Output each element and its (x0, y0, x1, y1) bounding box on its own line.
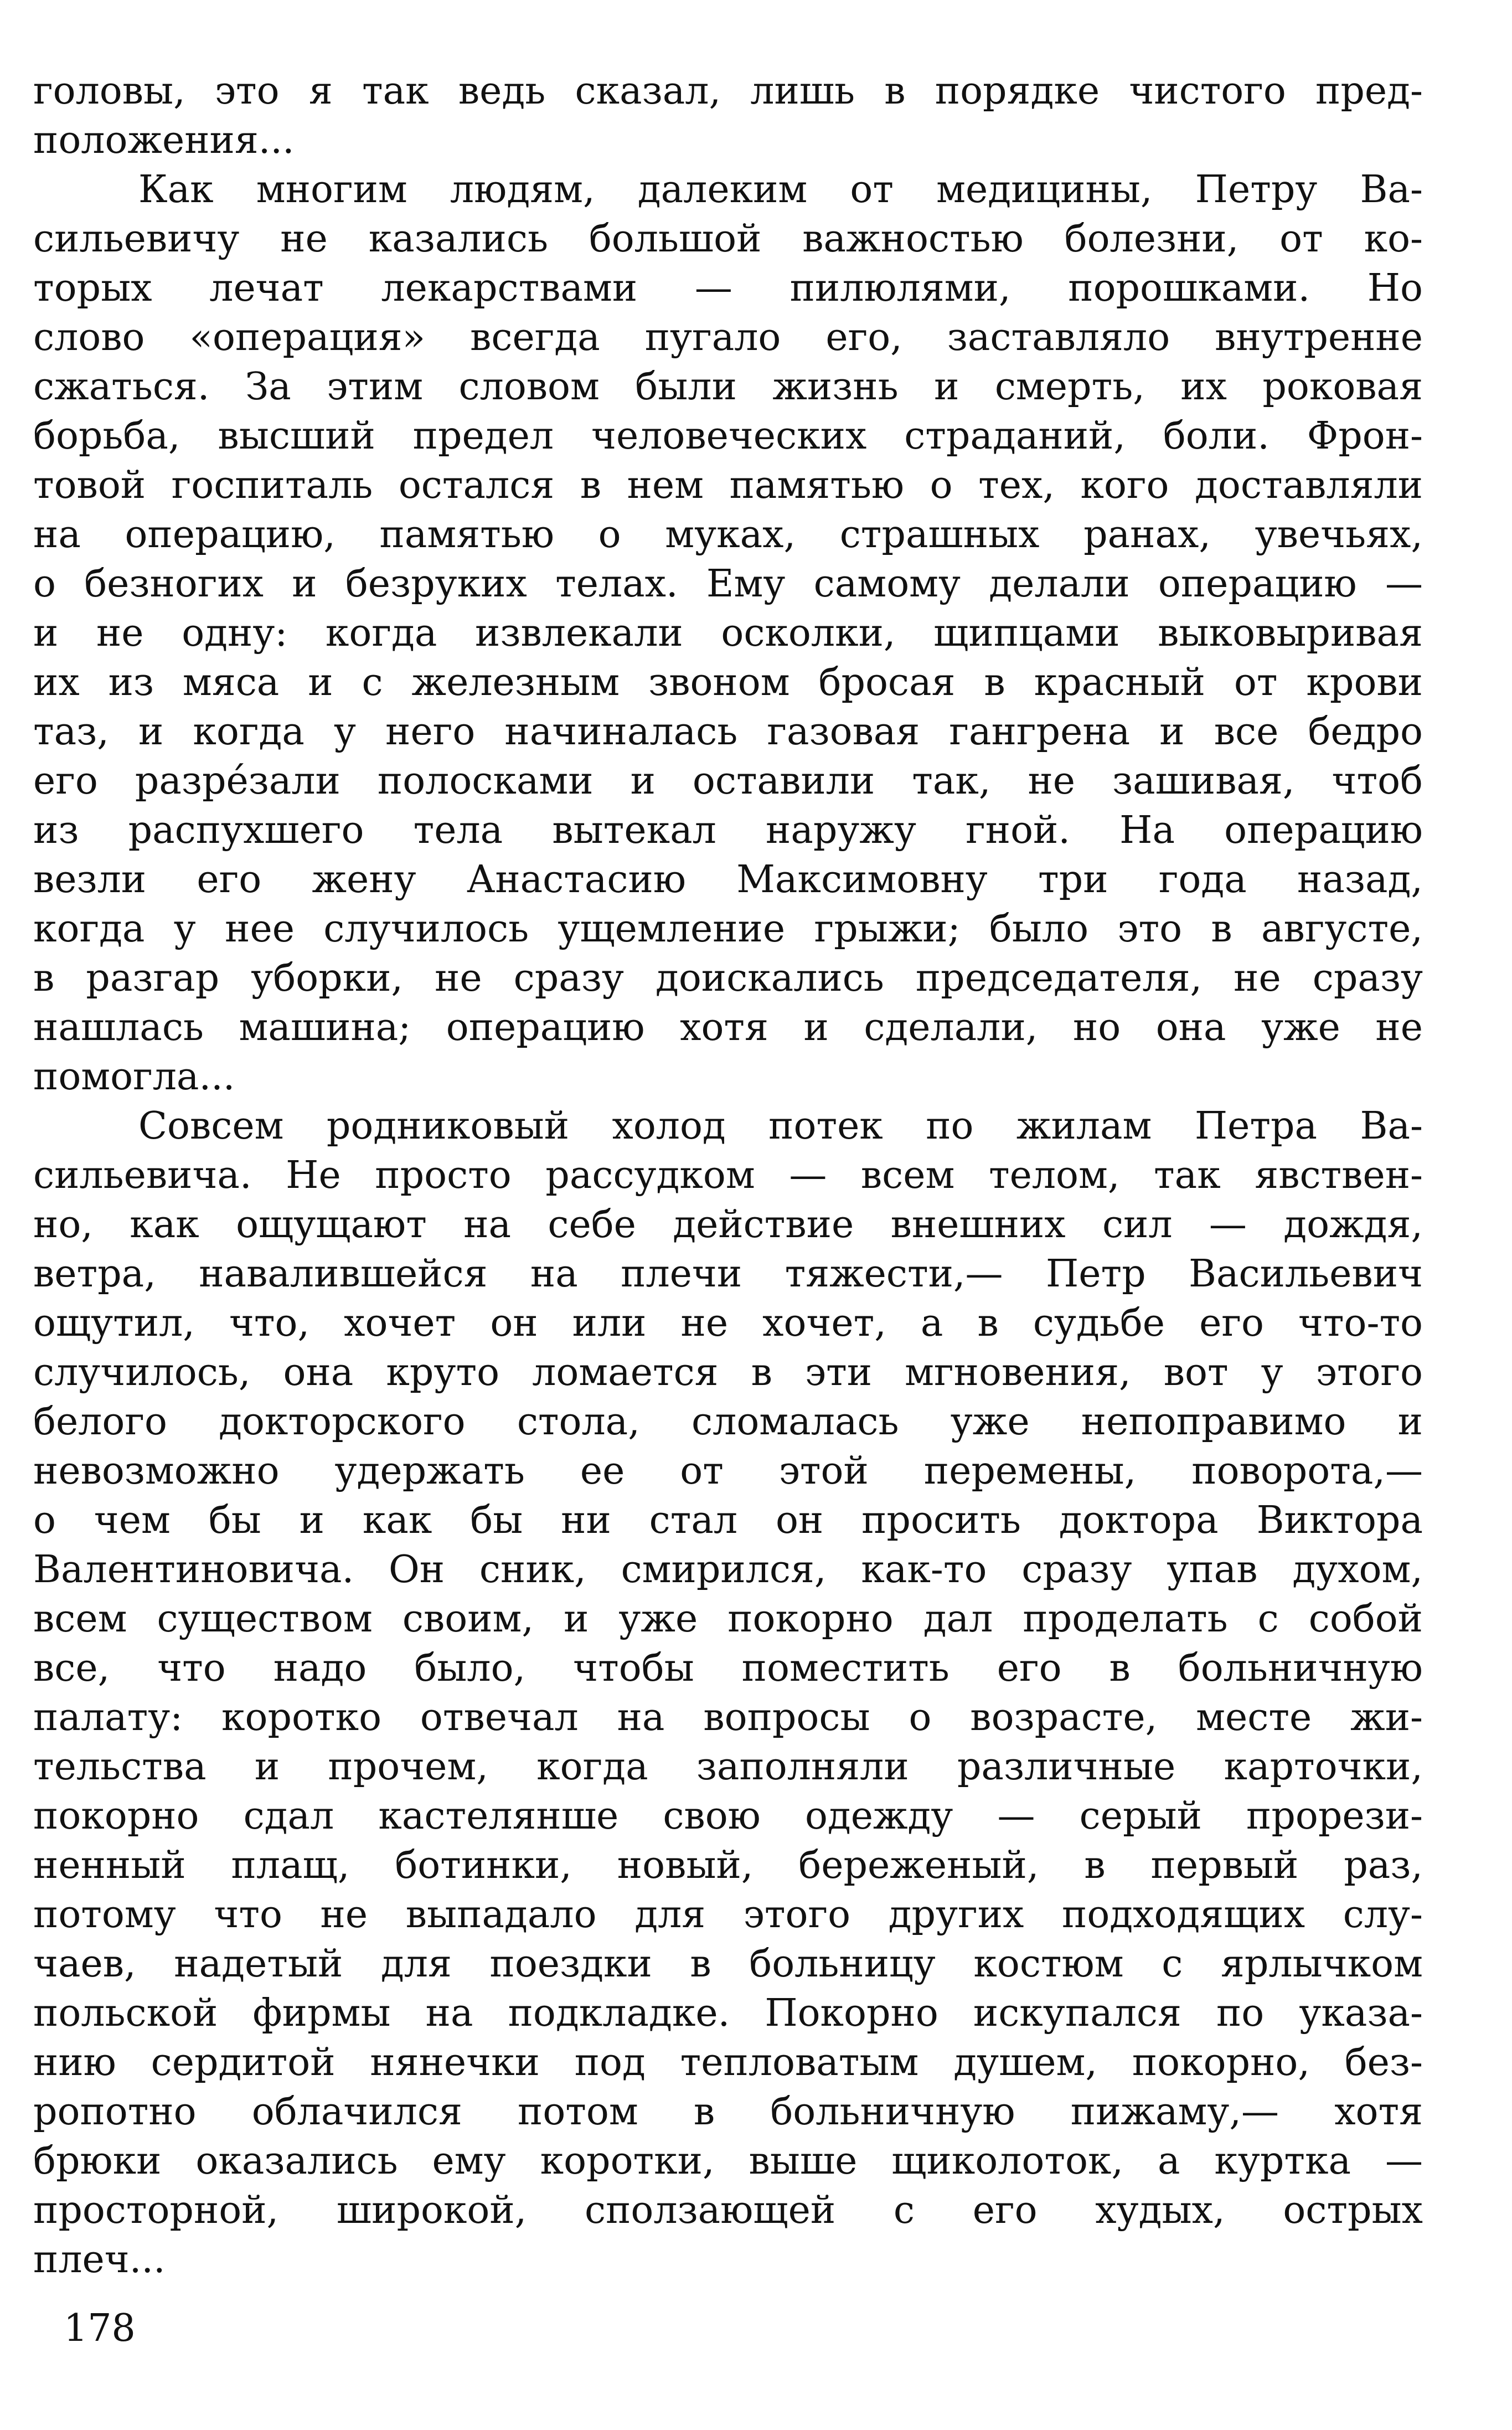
text-line: и не одну: когда извлекали осколки, щипцами выковыривая (33, 611, 1423, 655)
text-line: борьба, высший предел человеческих страданий, боли. Фрон- (33, 414, 1423, 458)
text-line: сильевича. Не просто рассудком — всем телом, так явствен- (33, 1154, 1423, 1197)
text-line: ощутил, что, хочет он или не хочет, а в судьбе его что-то (33, 1301, 1423, 1345)
text-line: его разрéзали полосками и оставили так, не зашивая, чтоб (33, 759, 1423, 803)
text-line: всем существом своим, и уже покорно дал проделать с собой (33, 1597, 1423, 1641)
text-line: польской фирмы на подкладке. Покорно искупался по указа- (33, 1991, 1423, 2035)
text-line: слово «операция» всегда пугало его, заставляло внутренне (33, 316, 1423, 359)
text-line: на операцию, памятью о муках, страшных ранах, увечьях, (33, 513, 1423, 557)
text-line: о чем бы и как бы ни стал он просить доктора Виктора (33, 1499, 1423, 1542)
text-line: чаев, надетый для поездки в больницу костюм с ярлычком (33, 1942, 1423, 1986)
text-line: когда у нее случилось ущемление грыжи; было это в августе, (33, 907, 1423, 951)
text-line: из распухшего тела вытекал наружу гной. На операцию (33, 809, 1423, 852)
text-line: торых лечат лекарствами — пилюлями, порошками. Но (33, 266, 1423, 310)
text-line: нашлась машина; операцию хотя и сделали, но она уже не (33, 1006, 1423, 1049)
paragraph-1 (33, 66, 1423, 165)
text-line: Валентиновича. Он сник, смирился, как-то сразу упав духом, (33, 1548, 1423, 1592)
text-line: нию сердитой нянечки под тепловатым душем, покорно, без- (33, 2041, 1423, 2084)
text-line: их из мяса и с железным звоном бросая в красный от крови (33, 661, 1423, 704)
text-line: плеч... (33, 2238, 166, 2282)
text-line: потому что не выпадало для этого других подходящих слу- (33, 1893, 1423, 1937)
text-line: сжаться. За этим словом были жизнь и смерть, их роковая (33, 365, 1423, 409)
text-line: головы, это я так ведь сказал, лишь в порядке чистого пред- (33, 69, 1423, 113)
text-line: брюки оказались ему коротки, выше щиколоток, а куртка — (33, 2139, 1423, 2183)
text-line: случилось, она круто ломается в эти мгновения, вот у этого (33, 1351, 1423, 1394)
text-line: таз, и когда у него начиналась газовая гангрена и все бедро (33, 710, 1423, 754)
text-line: ненный плащ, ботинки, новый, береженый, в первый раз, (33, 1844, 1423, 1887)
page-text (33, 66, 1423, 2284)
text-line: невозможно удержать ее от этой перемены, поворота,— (33, 1449, 1423, 1493)
text-line: все, что надо было, чтобы поместить его в больничную (33, 1646, 1423, 1690)
text-line: Совсем родниковый холод потек по жилам Петра Ва- (138, 1104, 1423, 1148)
text-line: тельства и прочем, когда заполняли различные карточки, (33, 1745, 1423, 1789)
text-line: о безногих и безруких телах. Ему самому делали операцию — (33, 562, 1423, 606)
text-line: везли его жену Анастасию Максимовну три года назад, (33, 858, 1423, 902)
paragraph-2 (33, 165, 1423, 1101)
text-line: покорно сдал кастелянше свою одежду — серый прорези- (33, 1794, 1423, 1838)
text-line: белого докторского стола, сломалась уже непоправимо и (33, 1400, 1423, 1444)
text-line: в разгар уборки, не сразу доискались председателя, не сразу (33, 956, 1423, 1000)
text-line: просторной, широкой, сползающей с его худых, острых (33, 2189, 1423, 2232)
text-line: сильевичу не казались большой важностью болезни, от ко- (33, 217, 1423, 261)
text-line: но, как ощущают на себе действие внешних сил — дождя, (33, 1203, 1423, 1247)
text-line: товой госпиталь остался в нем памятью о тех, кого доставляли (33, 464, 1423, 507)
text-line: положения... (33, 119, 295, 162)
text-line: Как многим людям, далеким от медицины, Петру Ва- (138, 168, 1423, 212)
page-number: 178 (64, 2307, 136, 2350)
text-line: ветра, навалившейся на плечи тяжести,— Петр Васильевич (33, 1252, 1423, 1296)
text-line: ропотно облачился потом в больничную пижаму,— хотя (33, 2090, 1423, 2134)
text-line: помогла... (33, 1055, 235, 1099)
text-line: палату: коротко отвечал на вопросы о возрасте, месте жи- (33, 1696, 1423, 1739)
paragraph-3 (33, 1101, 1423, 2284)
